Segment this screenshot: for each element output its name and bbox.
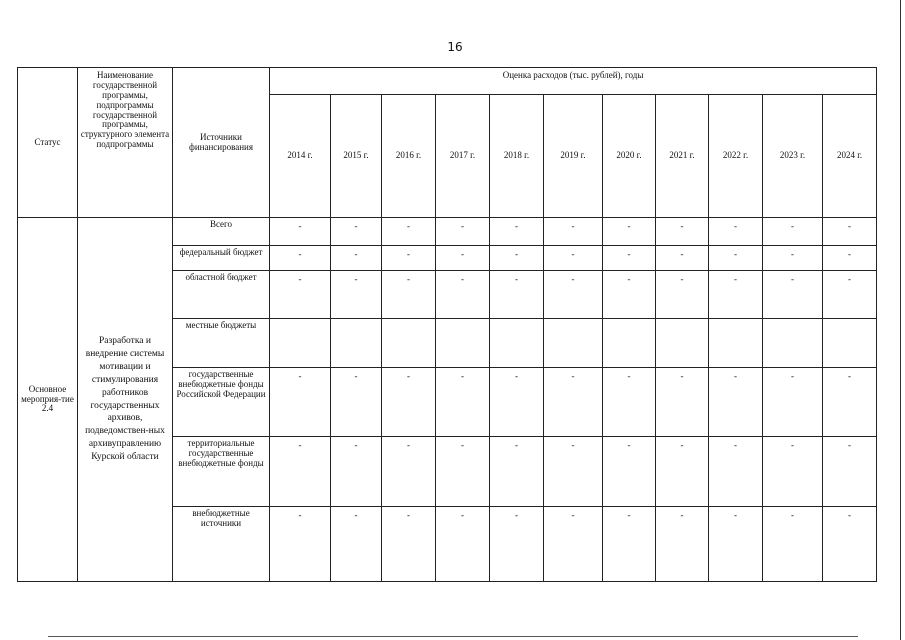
value-cell: -	[656, 246, 709, 271]
value-cell: -	[603, 437, 656, 507]
value-cell: -	[823, 437, 877, 507]
value-cell: -	[436, 246, 490, 271]
value-cell: -	[709, 271, 763, 319]
header-estimate: Оценка расходов (тыс. рублей), годы	[270, 68, 877, 95]
value-cell: -	[382, 218, 436, 246]
value-cell: -	[490, 218, 544, 246]
value-cell: -	[544, 437, 603, 507]
year-header: 2018 г.	[490, 95, 544, 218]
value-cell: -	[331, 218, 382, 246]
year-header: 2015 г.	[331, 95, 382, 218]
value-cell: -	[270, 246, 331, 271]
value-cell: -	[490, 437, 544, 507]
year-header: 2024 г.	[823, 95, 877, 218]
funding-source: местные бюджеты	[173, 319, 270, 368]
value-cell: -	[436, 218, 490, 246]
budget-table	[17, 67, 877, 582]
value-cell	[763, 319, 823, 368]
value-cell: -	[382, 271, 436, 319]
value-cell: -	[544, 507, 603, 582]
value-cell: -	[544, 368, 603, 437]
value-cell: -	[490, 507, 544, 582]
value-cell	[436, 319, 490, 368]
value-cell: -	[603, 218, 656, 246]
value-cell	[603, 319, 656, 368]
value-cell: -	[763, 246, 823, 271]
value-cell: -	[544, 218, 603, 246]
value-cell: -	[331, 246, 382, 271]
value-cell: -	[763, 271, 823, 319]
value-cell: -	[709, 246, 763, 271]
value-cell: -	[709, 507, 763, 582]
value-cell: -	[270, 271, 331, 319]
value-cell: -	[382, 368, 436, 437]
year-header: 2023 г.	[763, 95, 823, 218]
year-header: 2014 г.	[270, 95, 331, 218]
value-cell: -	[603, 246, 656, 271]
funding-source: внебюджетные источники	[173, 507, 270, 582]
value-cell	[331, 319, 382, 368]
value-cell: -	[270, 218, 331, 246]
value-cell: -	[270, 368, 331, 437]
value-cell	[382, 319, 436, 368]
value-cell	[656, 319, 709, 368]
year-header: 2017 г.	[436, 95, 490, 218]
value-cell	[544, 319, 603, 368]
value-cell: -	[436, 368, 490, 437]
value-cell: -	[823, 271, 877, 319]
funding-source: государственные внебюджетные фонды Российской Федерации	[173, 368, 270, 437]
value-cell: -	[490, 271, 544, 319]
value-cell: -	[331, 271, 382, 319]
value-cell: -	[823, 507, 877, 582]
funding-source: Всего	[173, 218, 270, 246]
year-header: 2016 г.	[382, 95, 436, 218]
value-cell: -	[709, 368, 763, 437]
value-cell: -	[656, 271, 709, 319]
value-cell: -	[656, 507, 709, 582]
value-cell: -	[763, 437, 823, 507]
value-cell: -	[270, 507, 331, 582]
value-cell: -	[709, 437, 763, 507]
year-header: 2020 г.	[603, 95, 656, 218]
value-cell: -	[656, 437, 709, 507]
value-cell: -	[656, 368, 709, 437]
value-cell: -	[823, 368, 877, 437]
header-sources: Источники финансирования	[173, 68, 270, 218]
value-cell: -	[544, 246, 603, 271]
value-cell	[490, 319, 544, 368]
value-cell: -	[436, 271, 490, 319]
value-cell	[270, 319, 331, 368]
value-cell	[709, 319, 763, 368]
value-cell: -	[763, 368, 823, 437]
funding-source: областной бюджет	[173, 271, 270, 319]
value-cell: -	[490, 246, 544, 271]
value-cell: -	[331, 368, 382, 437]
header-name: Наименование государственной программы, подпрограммы государственной программы, структурного элемента подпрограммы	[78, 68, 173, 218]
funding-source: федеральный бюджет	[173, 246, 270, 271]
bottom-rule	[48, 636, 858, 637]
value-cell: -	[763, 218, 823, 246]
value-cell: -	[603, 368, 656, 437]
year-header: 2019 г.	[544, 95, 603, 218]
value-cell: -	[823, 246, 877, 271]
year-header: 2022 г.	[709, 95, 763, 218]
value-cell: -	[331, 437, 382, 507]
value-cell: -	[490, 368, 544, 437]
value-cell: -	[382, 507, 436, 582]
value-cell: -	[603, 271, 656, 319]
value-cell: -	[436, 507, 490, 582]
funding-source: территориальные государственные внебюджетные фонды	[173, 437, 270, 507]
value-cell: -	[763, 507, 823, 582]
row-status: Основное мероприя-тие 2.4	[18, 218, 78, 582]
value-cell: -	[823, 218, 877, 246]
value-cell: -	[382, 246, 436, 271]
value-cell: -	[382, 437, 436, 507]
value-cell: -	[603, 507, 656, 582]
page-number: 16	[447, 40, 463, 54]
value-cell: -	[436, 437, 490, 507]
value-cell: -	[544, 271, 603, 319]
value-cell: -	[656, 218, 709, 246]
value-cell: -	[270, 437, 331, 507]
header-status: Статус	[18, 68, 78, 218]
row-name: Разработка и внедрение системы мотивации и стимулирования работников государственных архивов, подведомствен-ных архивуправлению Курской области	[78, 218, 173, 582]
page-edge	[900, 0, 901, 640]
value-cell	[823, 319, 877, 368]
value-cell: -	[709, 218, 763, 246]
year-header: 2021 г.	[656, 95, 709, 218]
value-cell: -	[331, 507, 382, 582]
